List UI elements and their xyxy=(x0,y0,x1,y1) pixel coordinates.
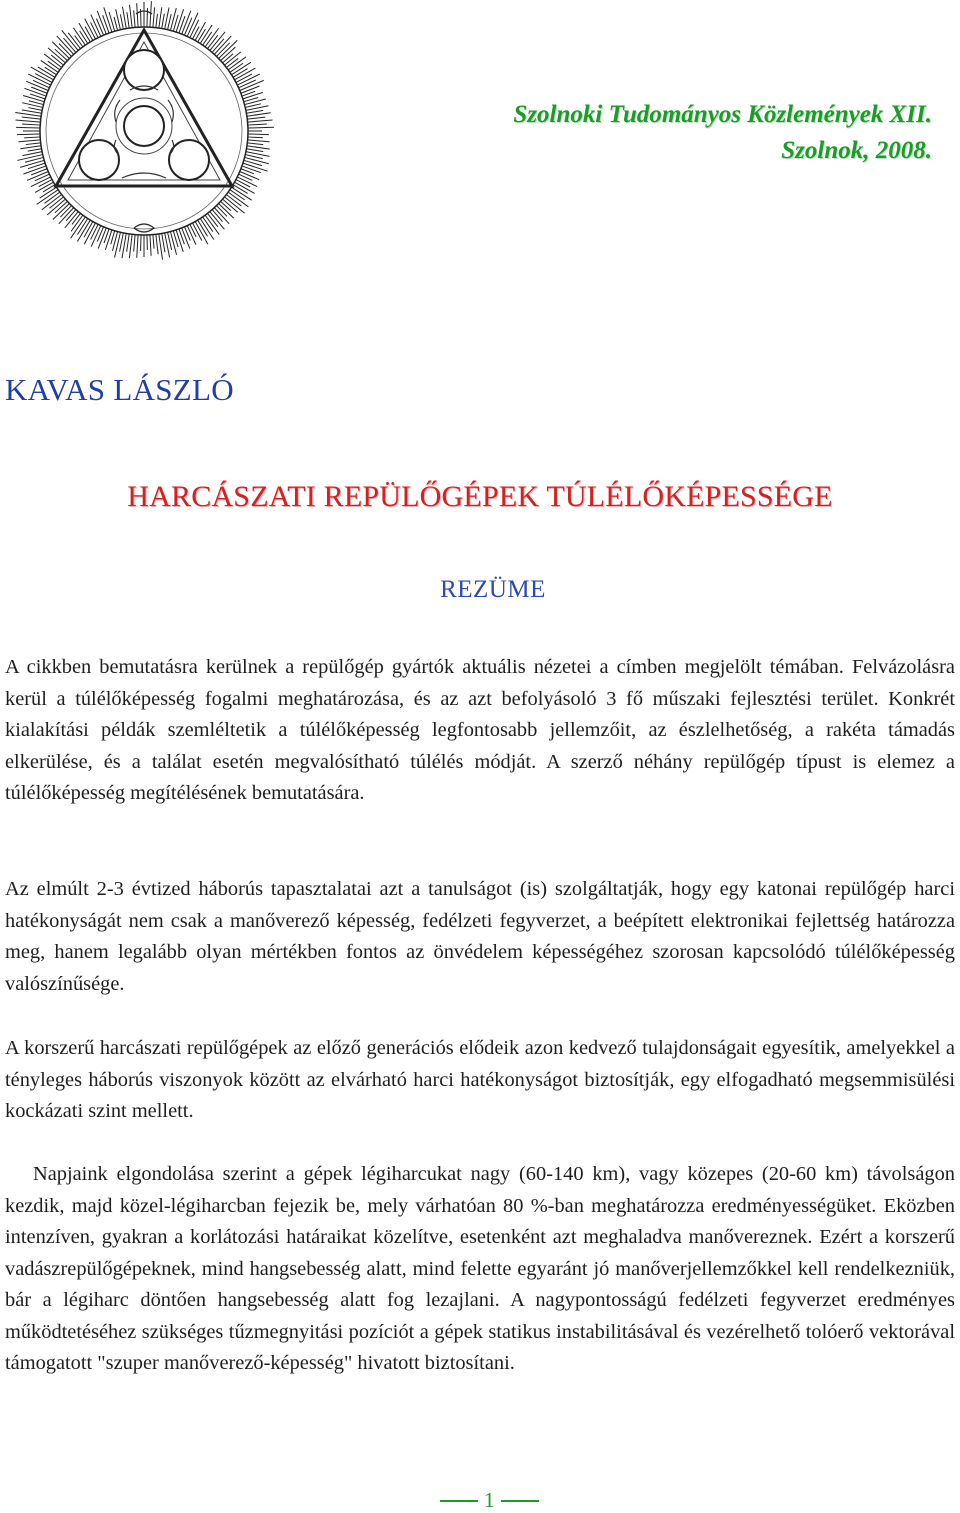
emblem-ray xyxy=(134,235,135,252)
emblem-ray xyxy=(248,124,267,125)
emblem-ray xyxy=(245,99,266,105)
emblem-ray xyxy=(20,160,44,167)
emblem-ray xyxy=(162,233,165,252)
emblem-ray xyxy=(248,134,269,135)
emblem-ray xyxy=(248,120,273,122)
emblem-ray xyxy=(103,15,109,33)
emblem-ray xyxy=(150,235,151,256)
triangle-circles-emblem-icon xyxy=(10,0,278,262)
emblem-ray xyxy=(18,140,40,142)
emblem-ray xyxy=(246,110,263,113)
page-number-right-rule xyxy=(501,1500,539,1502)
page-number xyxy=(440,1488,539,1513)
emblem-ray xyxy=(22,117,41,119)
emblem-ray xyxy=(28,108,42,111)
emblem-ray xyxy=(248,127,274,128)
emblem-ray xyxy=(24,137,40,138)
emblem-ray xyxy=(247,113,271,116)
emblem-ray xyxy=(170,232,176,255)
emblem-ray xyxy=(17,134,40,135)
emblem-ray xyxy=(243,92,263,98)
emblem-ray xyxy=(247,146,270,149)
emblem-ray xyxy=(248,137,263,138)
journal-header xyxy=(513,97,932,169)
emblem-ray xyxy=(190,224,196,237)
abstract-heading: REZÜME xyxy=(0,576,960,604)
emblem-ray xyxy=(39,180,52,187)
journal-name: Szolnoki Tudományos Közlemények XII. xyxy=(513,97,932,133)
emblem-ray xyxy=(223,54,234,63)
emblem-ray xyxy=(134,10,135,27)
emblem-ray xyxy=(26,143,41,145)
emblem-ray xyxy=(15,112,41,116)
emblem-ray xyxy=(198,29,206,42)
emblem-ray xyxy=(248,140,270,142)
emblem-ray xyxy=(241,86,260,93)
emblem-ray xyxy=(176,230,183,252)
emblem-ray xyxy=(53,203,69,219)
emblem-ray xyxy=(242,166,261,173)
emblem-ray xyxy=(47,199,65,215)
emblem-ray xyxy=(45,67,57,75)
emblem-ray xyxy=(24,88,46,96)
emblem-ray xyxy=(225,197,245,213)
emblem-ray xyxy=(245,157,269,163)
emblem-ray xyxy=(176,9,183,32)
paper-title: HARCÁSZATI REPÜLŐGÉPEK TÚLÉLŐKÉPESSÉGE xyxy=(0,480,960,514)
emblem-ray xyxy=(22,124,40,125)
emblem-ray xyxy=(205,215,219,234)
emblem-ray xyxy=(153,235,154,249)
emblem-ray xyxy=(97,227,103,242)
emblem-ray xyxy=(52,42,69,59)
body-paragraph-3: Napjaink elgondolása szerint a gépek légiharcukat nagy (60-140 km), vagy közepes (20-60 km) távolságon kezdik, majd közel-légiharcban fejezik be, mely várhatóan 80 %-ban meghatározza eredményességüket. Eközben intenzíven, gyakran a korlátozási határaikat közelítve, esetenként azt meghaladva manővereznek. Ezért a korszerű vadászrepülőgépeknek, mind hangsebesség alatt, mind felette egyaránt jó manőverjellemzőkkel kell rendelkezniük, bár a légiharc döntően hangsebesség alatt fog lezajlani. A nagypontosságú fedélzeti fegyverzet eredményes működtetéséhez szükséges tűzmegnyitási pozíciót a gépek statikus instabilitásával és vezérelhető tolóerő vektorával támogatott "szuper manőverező-képesség" hivatott biztosítani. xyxy=(5,1159,955,1380)
journal-logo xyxy=(10,0,278,262)
body-paragraph-2: A korszerű harcászati repülőgépek az előző generációs elődeik azon kedvező tulajdonságait egyesítik, amelyekkel a tényleges háborús viszonyok között az elvárható harci hatékonyságot biztosítják, egy elfogadható megsemmisülési kockázati szint mellett. xyxy=(5,1033,955,1128)
emblem-ray xyxy=(184,18,191,36)
emblem-ray xyxy=(130,5,133,28)
emblem-ray xyxy=(109,12,115,31)
page-number-left-rule xyxy=(440,1500,478,1502)
emblem-ray xyxy=(153,7,155,27)
emblem-ray xyxy=(37,190,58,205)
emblem-ray xyxy=(247,143,263,145)
emblem-ray xyxy=(193,27,200,39)
emblem-ray xyxy=(226,58,238,67)
emblem-ray xyxy=(85,27,93,41)
emblem-ray xyxy=(162,14,165,29)
abstract-text: A cikkben bemutatásra kerülnek a repülőgép gyártók aktuális nézetei a címben megjelölt témában. Felvázolásra kerül a túlélőképesség fogalmi meghatározása, és az azt befolyásoló 3 fő műszaki fejlesztési terület. Konkrét kialakítási példák szemléltetik a túlélőképesség legfontosabb jellemzőit, az észlelhetőség, a rakéta támadás elkerülése, és a találat esetén megvalósítható túlélés módját. A szerző néhány repülőgép típust is elemez a túlélőképesség megítélésének bemutatására. xyxy=(5,652,955,810)
emblem-ray xyxy=(137,235,138,258)
body-paragraph-1: Az elmúlt 2-3 évtized háborús tapasztalatai azt a tanulságot (is) szolgáltatják, hogy egy katonai repülőgép harci hatékonyságát nem csak a manőverező képesség, fedélzeti fegyverzet, a beépített elektronikai fejlettség határozza meg, hanem legalább olyan mértékben fontos az önvédelem képességéhez szorosan kapcsolódó túlélőképesség valószínűsége. xyxy=(5,874,955,1000)
emblem-ray xyxy=(150,1,151,27)
emblem-ray xyxy=(247,117,265,119)
emblem-ray xyxy=(159,7,162,28)
emblem-ray xyxy=(159,234,163,260)
emblem-ray xyxy=(228,192,248,207)
emblem-ray xyxy=(91,22,99,37)
emblem-ray xyxy=(120,14,123,29)
page-number-value: 1 xyxy=(484,1488,495,1513)
emblem-ray xyxy=(179,16,185,33)
emblem-ray xyxy=(246,149,263,152)
emblem-ray xyxy=(214,36,231,54)
emblem-ray xyxy=(105,230,111,250)
emblem-ray xyxy=(17,155,42,161)
emblem-ray xyxy=(23,96,44,102)
emblem-ray xyxy=(115,232,121,257)
emblem-ray xyxy=(245,104,261,108)
emblem-ray xyxy=(31,169,47,175)
emblem-ray xyxy=(33,80,49,87)
emblem-ray xyxy=(42,195,62,210)
author-name: KAVAS LÁSZLÓ xyxy=(5,372,234,408)
emblem-ray xyxy=(66,210,76,221)
emblem-ray xyxy=(221,201,231,210)
emblem-ray xyxy=(15,120,40,122)
emblem-ray xyxy=(239,80,256,88)
emblem-ray xyxy=(156,14,158,28)
emblem-ray xyxy=(236,180,250,187)
emblem-ray xyxy=(35,174,50,181)
emblem-ray xyxy=(170,8,176,30)
emblem-ray xyxy=(127,12,129,28)
emblem-ray xyxy=(168,14,172,30)
emblem-ray xyxy=(127,234,130,252)
emblem-ray xyxy=(80,31,88,44)
emblem-ray xyxy=(156,234,158,254)
emblem-ray xyxy=(31,87,47,93)
journal-place-year: Szolnok, 2008. xyxy=(513,133,932,169)
emblem-ray xyxy=(71,217,86,238)
emblem-ray xyxy=(91,224,99,239)
emblem-ray xyxy=(210,212,225,230)
emblem-ray xyxy=(28,149,42,151)
emblem-ray xyxy=(72,213,81,224)
emblem-ray xyxy=(239,174,253,180)
emblem-ray xyxy=(22,110,42,113)
emblem-ray xyxy=(210,32,225,51)
emblem-ray xyxy=(48,61,60,70)
emblem-ray xyxy=(129,234,132,258)
emblem-ray xyxy=(43,185,55,192)
emblem-ray xyxy=(20,146,41,149)
emblem-ray xyxy=(62,30,78,50)
emblem-ray xyxy=(137,3,138,27)
emblem-ray xyxy=(48,48,65,63)
emblem-ray xyxy=(97,19,104,36)
emblem-ray xyxy=(114,17,118,31)
emblem-ray xyxy=(16,127,40,128)
emblem-ray xyxy=(57,36,74,54)
emblem-ray xyxy=(219,40,238,58)
emblem-ray xyxy=(75,36,83,47)
